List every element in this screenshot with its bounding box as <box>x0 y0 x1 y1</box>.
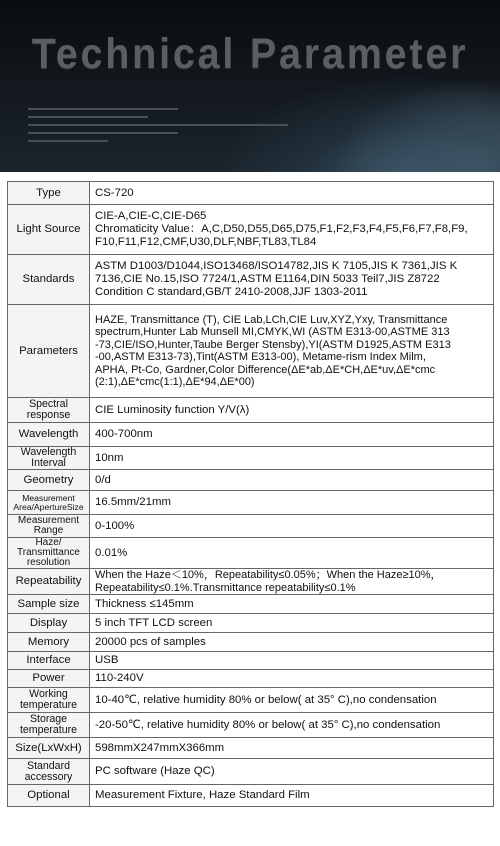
spec-row-type <box>8 182 494 205</box>
spec-value: CIE-A,CIE-C,CIE-D65 Chromaticity Value：A,C,D50,D55,D65,D75,F1,F2,F3,F4,F5,F6,F7,F8,F9, F10,F11,F12,CMF,U30,DLF,NBF,TL83,TL84 <box>90 205 494 255</box>
spec-label: Interface <box>8 652 90 670</box>
spec-value: 0.01% <box>90 538 494 569</box>
spec-value: When the Haze＜10%，Repeatability≤0.05%；When the Haze≥10%， Repeatability≤0.1%.Transmittance repeatability≤0.1% <box>90 569 494 595</box>
spec-value: Thickness ≤145mm <box>90 595 494 614</box>
spec-label: Light Source <box>8 205 90 255</box>
spec-row-geometry <box>8 470 494 491</box>
banner-decorative-text <box>28 108 328 148</box>
spec-value: CS-720 <box>90 182 494 205</box>
spec-label: Parameters <box>8 305 90 398</box>
spec-label: Haze/ Transmittance resolution <box>8 538 90 569</box>
spec-value: 16.5mm/21mm <box>90 491 494 515</box>
spec-value: PC software (Haze QC) <box>90 759 494 785</box>
spec-value: 0-100% <box>90 515 494 538</box>
spec-row-storage-temperature <box>8 713 494 738</box>
spec-label: Size(LxWxH) <box>8 738 90 759</box>
spec-row-light-source <box>8 205 494 255</box>
spec-value: 10-40℃, relative humidity 80% or below( at 35° C),no condensation <box>90 688 494 713</box>
spec-row-wavelength-interval <box>8 447 494 470</box>
spec-value: 20000 pcs of samples <box>90 633 494 652</box>
header-banner <box>0 0 500 172</box>
spec-label: Measurement Area/ApertureSize <box>8 491 90 515</box>
spec-value: 400-700nm <box>90 423 494 447</box>
spec-label: Working temperature <box>8 688 90 713</box>
spec-label: Storage temperature <box>8 713 90 738</box>
spec-row-standards <box>8 255 494 305</box>
spec-row-standard-accessory <box>8 759 494 785</box>
spec-table <box>7 181 494 807</box>
spec-label: Type <box>8 182 90 205</box>
spec-value: USB <box>90 652 494 670</box>
spec-row-measurement-area <box>8 491 494 515</box>
spec-value: ASTM D1003/D1044,ISO13468/ISO14782,JIS K 7105,JIS K 7361,JIS K 7136,CIE No.15,ISO 7724/1,ASTM E1164,DIN 5033 Teil7,JIS Z8722 Condition C standard,GB/T 2410-2008,JJF 1303-2011 <box>90 255 494 305</box>
spec-label: Display <box>8 614 90 633</box>
spec-row-haze-resolution <box>8 538 494 569</box>
spec-label: Memory <box>8 633 90 652</box>
spec-value: 598mmX247mmX366mm <box>90 738 494 759</box>
spec-row-spectral-response <box>8 398 494 423</box>
spec-value: CIE Luminosity function Y/V(λ) <box>90 398 494 423</box>
spec-row-repeatability <box>8 569 494 595</box>
spec-label: Spectral response <box>8 398 90 423</box>
spec-row-power <box>8 670 494 688</box>
spec-label: Wavelength Interval <box>8 447 90 470</box>
spec-label: Optional <box>8 785 90 807</box>
spec-row-size <box>8 738 494 759</box>
spec-label: Sample size <box>8 595 90 614</box>
spec-label: Measurement Range <box>8 515 90 538</box>
spec-table-container <box>7 181 493 807</box>
spec-row-sample-size <box>8 595 494 614</box>
spec-row-working-temperature <box>8 688 494 713</box>
spec-label: Power <box>8 670 90 688</box>
spec-label: Repeatability <box>8 569 90 595</box>
spec-row-measurement-range <box>8 515 494 538</box>
spec-label: Standard accessory <box>8 759 90 785</box>
spec-value: 110-240V <box>90 670 494 688</box>
spec-row-optional <box>8 785 494 807</box>
spec-row-interface <box>8 652 494 670</box>
spec-row-parameters <box>8 305 494 398</box>
banner-title: Technical Parameter <box>31 30 469 78</box>
spec-label: Wavelength <box>8 423 90 447</box>
spec-label: Standards <box>8 255 90 305</box>
spec-value: 10nm <box>90 447 494 470</box>
spec-value: 5 inch TFT LCD screen <box>90 614 494 633</box>
spec-value: HAZE, Transmittance (T), CIE Lab,LCh,CIE Luv,XYZ,Yxy, Transmittance spectrum,Hunter Lab Munsell MI,CMYK,WI (ASTM E313-00,ASTME 313 -73,CIE/ISO,Hunter,Taube Berger Stensby),YI(ASTM D1925,ASTM E313 -00,ASTM E313-73),Tint(ASTM E313-00), Metame-rism Index Milm, APHA, Pt-Co, Gardner,Color Difference(ΔE*ab,ΔE*CH,ΔE*uv,ΔE*cmc (2:1),ΔE*cmc(1:1),ΔE*94,ΔE*00) <box>90 305 494 398</box>
spec-label: Geometry <box>8 470 90 491</box>
spec-value: 0/d <box>90 470 494 491</box>
spec-value: -20-50℃, relative humidity 80% or below( at 35° C),no condensation <box>90 713 494 738</box>
spec-row-display <box>8 614 494 633</box>
spec-row-memory <box>8 633 494 652</box>
spec-row-wavelength <box>8 423 494 447</box>
spec-value: Measurement Fixture, Haze Standard Film <box>90 785 494 807</box>
